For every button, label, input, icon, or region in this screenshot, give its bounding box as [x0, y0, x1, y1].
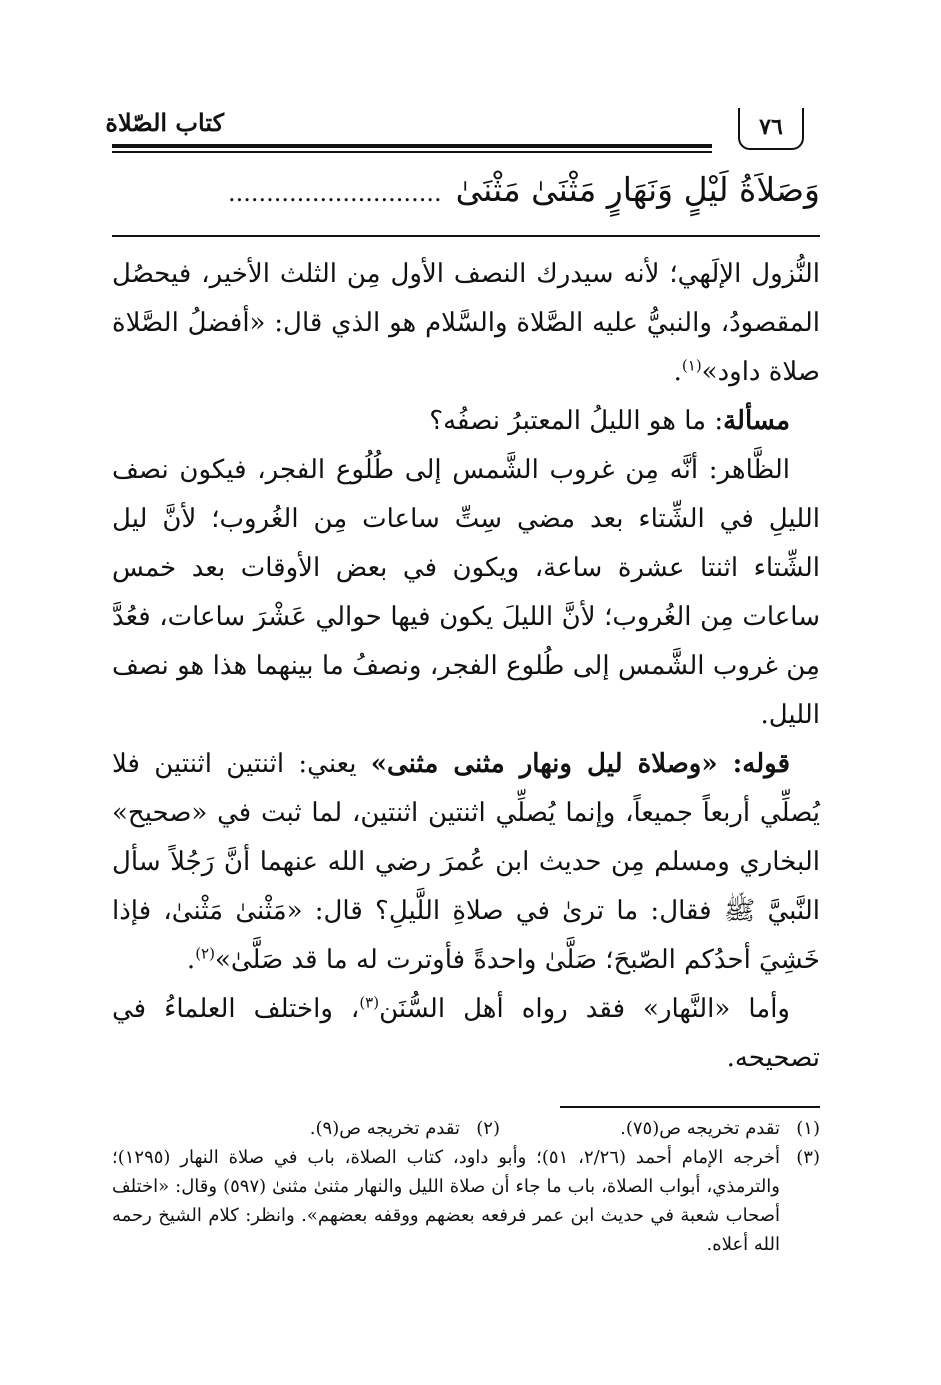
footnote-reference: (١) [681, 356, 702, 375]
footnote-2 [180, 1114, 500, 1143]
paragraph-text: . [186, 945, 196, 975]
footnote-number: (١) [796, 1118, 820, 1139]
footnote-pair [112, 1114, 820, 1143]
page-header [105, 96, 824, 156]
footnote-reference: (٣) [359, 993, 380, 1012]
header-rule-thick [112, 144, 712, 148]
paragraph-text: يعني: اثنتين اثنتين فلا يُصلِّي أربعاً جميعاً، وإنما يُصلِّي اثنتين اثنتين، لما ثبت في «صحيح» البخاري ومسلم مِن حديث ابن عُمرَ رضي الله عنهما أنَّ رَجُلاً سأل النَّبيَّ ﷺ فقال: ما ترىٰ في صلاةِ اللَّيلِ؟ قال: «مَثْنىٰ مَثْنىٰ، فإذا خَشِيَ أحدُكم الصّبحَ؛ صَلَّىٰ واحدةً فأوترت له ما قد صَلَّىٰ» [112, 749, 820, 975]
footnote-text: أخرجه الإمام أحمد (٢/٢٦، ٥١)؛ وأبو داود، كتاب الصلاة، باب في صلاة النهار (١٢٩٥)؛ والترمذي، أبواب الصلاة، باب ما جاء أن صلاة الليل والنهار مثنىٰ مثنىٰ (٥٩٧) وقال: «اختلف أصحاب شعبة في حديث ابن عمر فرفعه بعضهم ووقفه بعضهم». وانظر: كلام الشيخ رحمه الله أعلاه. [112, 1147, 781, 1255]
paragraph-text: الظَّاهر: أنَّه مِن غروب الشَّمس إلى طُلُوع الفجر، فيكون نصف الليلِ في الشِّتاء بعد مضي سِتِّ ساعات مِن الغُروب؛ لأنَّ ليل الشِّتاء اثنتا عشرة ساعة، ويكون في بعض الأوقات بعد خمس ساعات مِن الغُروب؛ لأنَّ الليلَ يكون فيها حوالي عَشْرَ ساعات، فعُدَّ مِن غروب الشَّمس إلى طُلوع الفجر، ونصفُ ما بينهما هذا هو نصف الليل. [112, 455, 820, 730]
paragraph-text: النُّزول الإلَهي؛ لأنه سيدرك النصف الأول مِن الثلث الأخير، فيحصُل المقصودُ، والنبيُّ عليه الصَّلاة والسَّلام هو الذي قال: «أفضلُ الصَّلاة صلاة داود» [112, 259, 820, 387]
matn-dots: ............................ [227, 179, 442, 207]
body-text [112, 250, 820, 1083]
matn-text: وَصَلاَةُ لَيْلٍ وَنَهَارٍ مَثْنَىٰ مَثْنَىٰ [455, 170, 820, 209]
paragraph [112, 250, 820, 397]
bold-lead: مسألة [723, 406, 790, 436]
paragraph-text: : ما هو الليلُ المعتبرُ نصفُه؟ [429, 406, 724, 436]
footnote-1 [500, 1114, 820, 1143]
footnote-3 [112, 1143, 820, 1259]
paragraph [112, 397, 820, 446]
footnote-rule [560, 1106, 820, 1108]
footnote-number: (٢) [476, 1118, 500, 1139]
matn-rule [112, 235, 820, 237]
paragraph-text: . [673, 357, 682, 387]
paragraph-text: وأما «النَّهار» فقد رواه أهل السُّنَن [379, 994, 790, 1024]
header-rule-thin [112, 151, 712, 153]
paragraph [112, 446, 820, 740]
paragraph [112, 985, 820, 1083]
footnote-number: (٣) [796, 1147, 820, 1168]
footnotes [112, 1114, 820, 1259]
footnote-text: تقدم تخريجه ص(٧٥). [620, 1118, 780, 1139]
bold-lead: قوله: «وصلاة ليل ونهار مثنى مثنى» [370, 749, 790, 779]
footnote-reference: (٢) [195, 944, 215, 963]
running-title: كتاب الصّلاة [105, 108, 224, 137]
paragraph [112, 740, 820, 985]
matn-line [112, 170, 820, 226]
paragraph-text: ، واختلف العلماءُ في تصحيحه. [112, 994, 820, 1073]
footnote-text: تقدم تخريجه ص(٩). [309, 1118, 460, 1139]
page-number: ٧٦ [738, 108, 804, 150]
